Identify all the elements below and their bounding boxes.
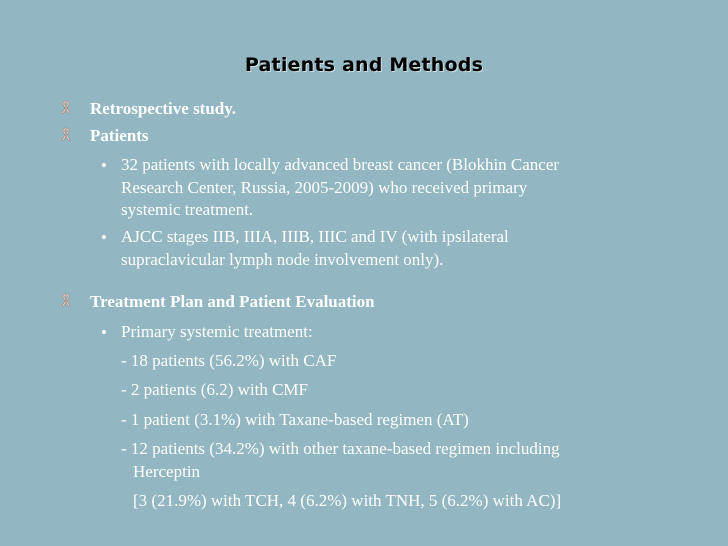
sub-bullet-line: supraclavicular lymph node involvement only). — [121, 249, 444, 269]
awareness-ribbon-icon — [60, 293, 72, 309]
sub-bullet-line: AJCC stages IIB, IIIA, IIIB, IIIC and IV (with ipsilateral — [121, 227, 509, 246]
sub-bullet-dot: • — [101, 323, 107, 342]
bullet-patients: Patients — [90, 126, 149, 145]
detail-line: - 1 patient (3.1%) with Taxane-based regimen (AT) — [121, 410, 469, 429]
slide-title: Patients and Methods — [244, 54, 484, 76]
sub-bullet-dot: • — [101, 228, 107, 247]
sub-bullet-line: 32 patients with locally advanced breast cancer (Blokhin Cancer — [121, 155, 560, 174]
sub-bullet-line: Primary systemic treatment: — [121, 322, 313, 341]
detail-line: - 12 patients (34.2%) with other taxane-based regimen including — [121, 439, 560, 458]
sub-bullet-line: systemic treatment. — [121, 200, 254, 219]
detail-line: Herceptin — [133, 461, 201, 481]
bullet-retrospective-study: Retrospective study. — [90, 99, 237, 118]
bullet-treatment-plan: Treatment Plan and Patient Evaluation — [90, 292, 375, 311]
sub-bullet-line: Research Center, Russia, 2005-2009) who received primary — [121, 177, 528, 197]
detail-line: - 2 patients (6.2) with CMF — [121, 380, 308, 399]
detail-line: - 18 patients (56.2%) with CAF — [121, 351, 337, 370]
awareness-ribbon-icon — [60, 127, 72, 143]
sub-bullet-dot: • — [101, 156, 107, 175]
awareness-ribbon-icon — [60, 100, 72, 116]
detail-line: [3 (21.9%) with TCH, 4 (6.2%) with TNH, 5 (6.2%) with AC)] — [133, 491, 562, 510]
